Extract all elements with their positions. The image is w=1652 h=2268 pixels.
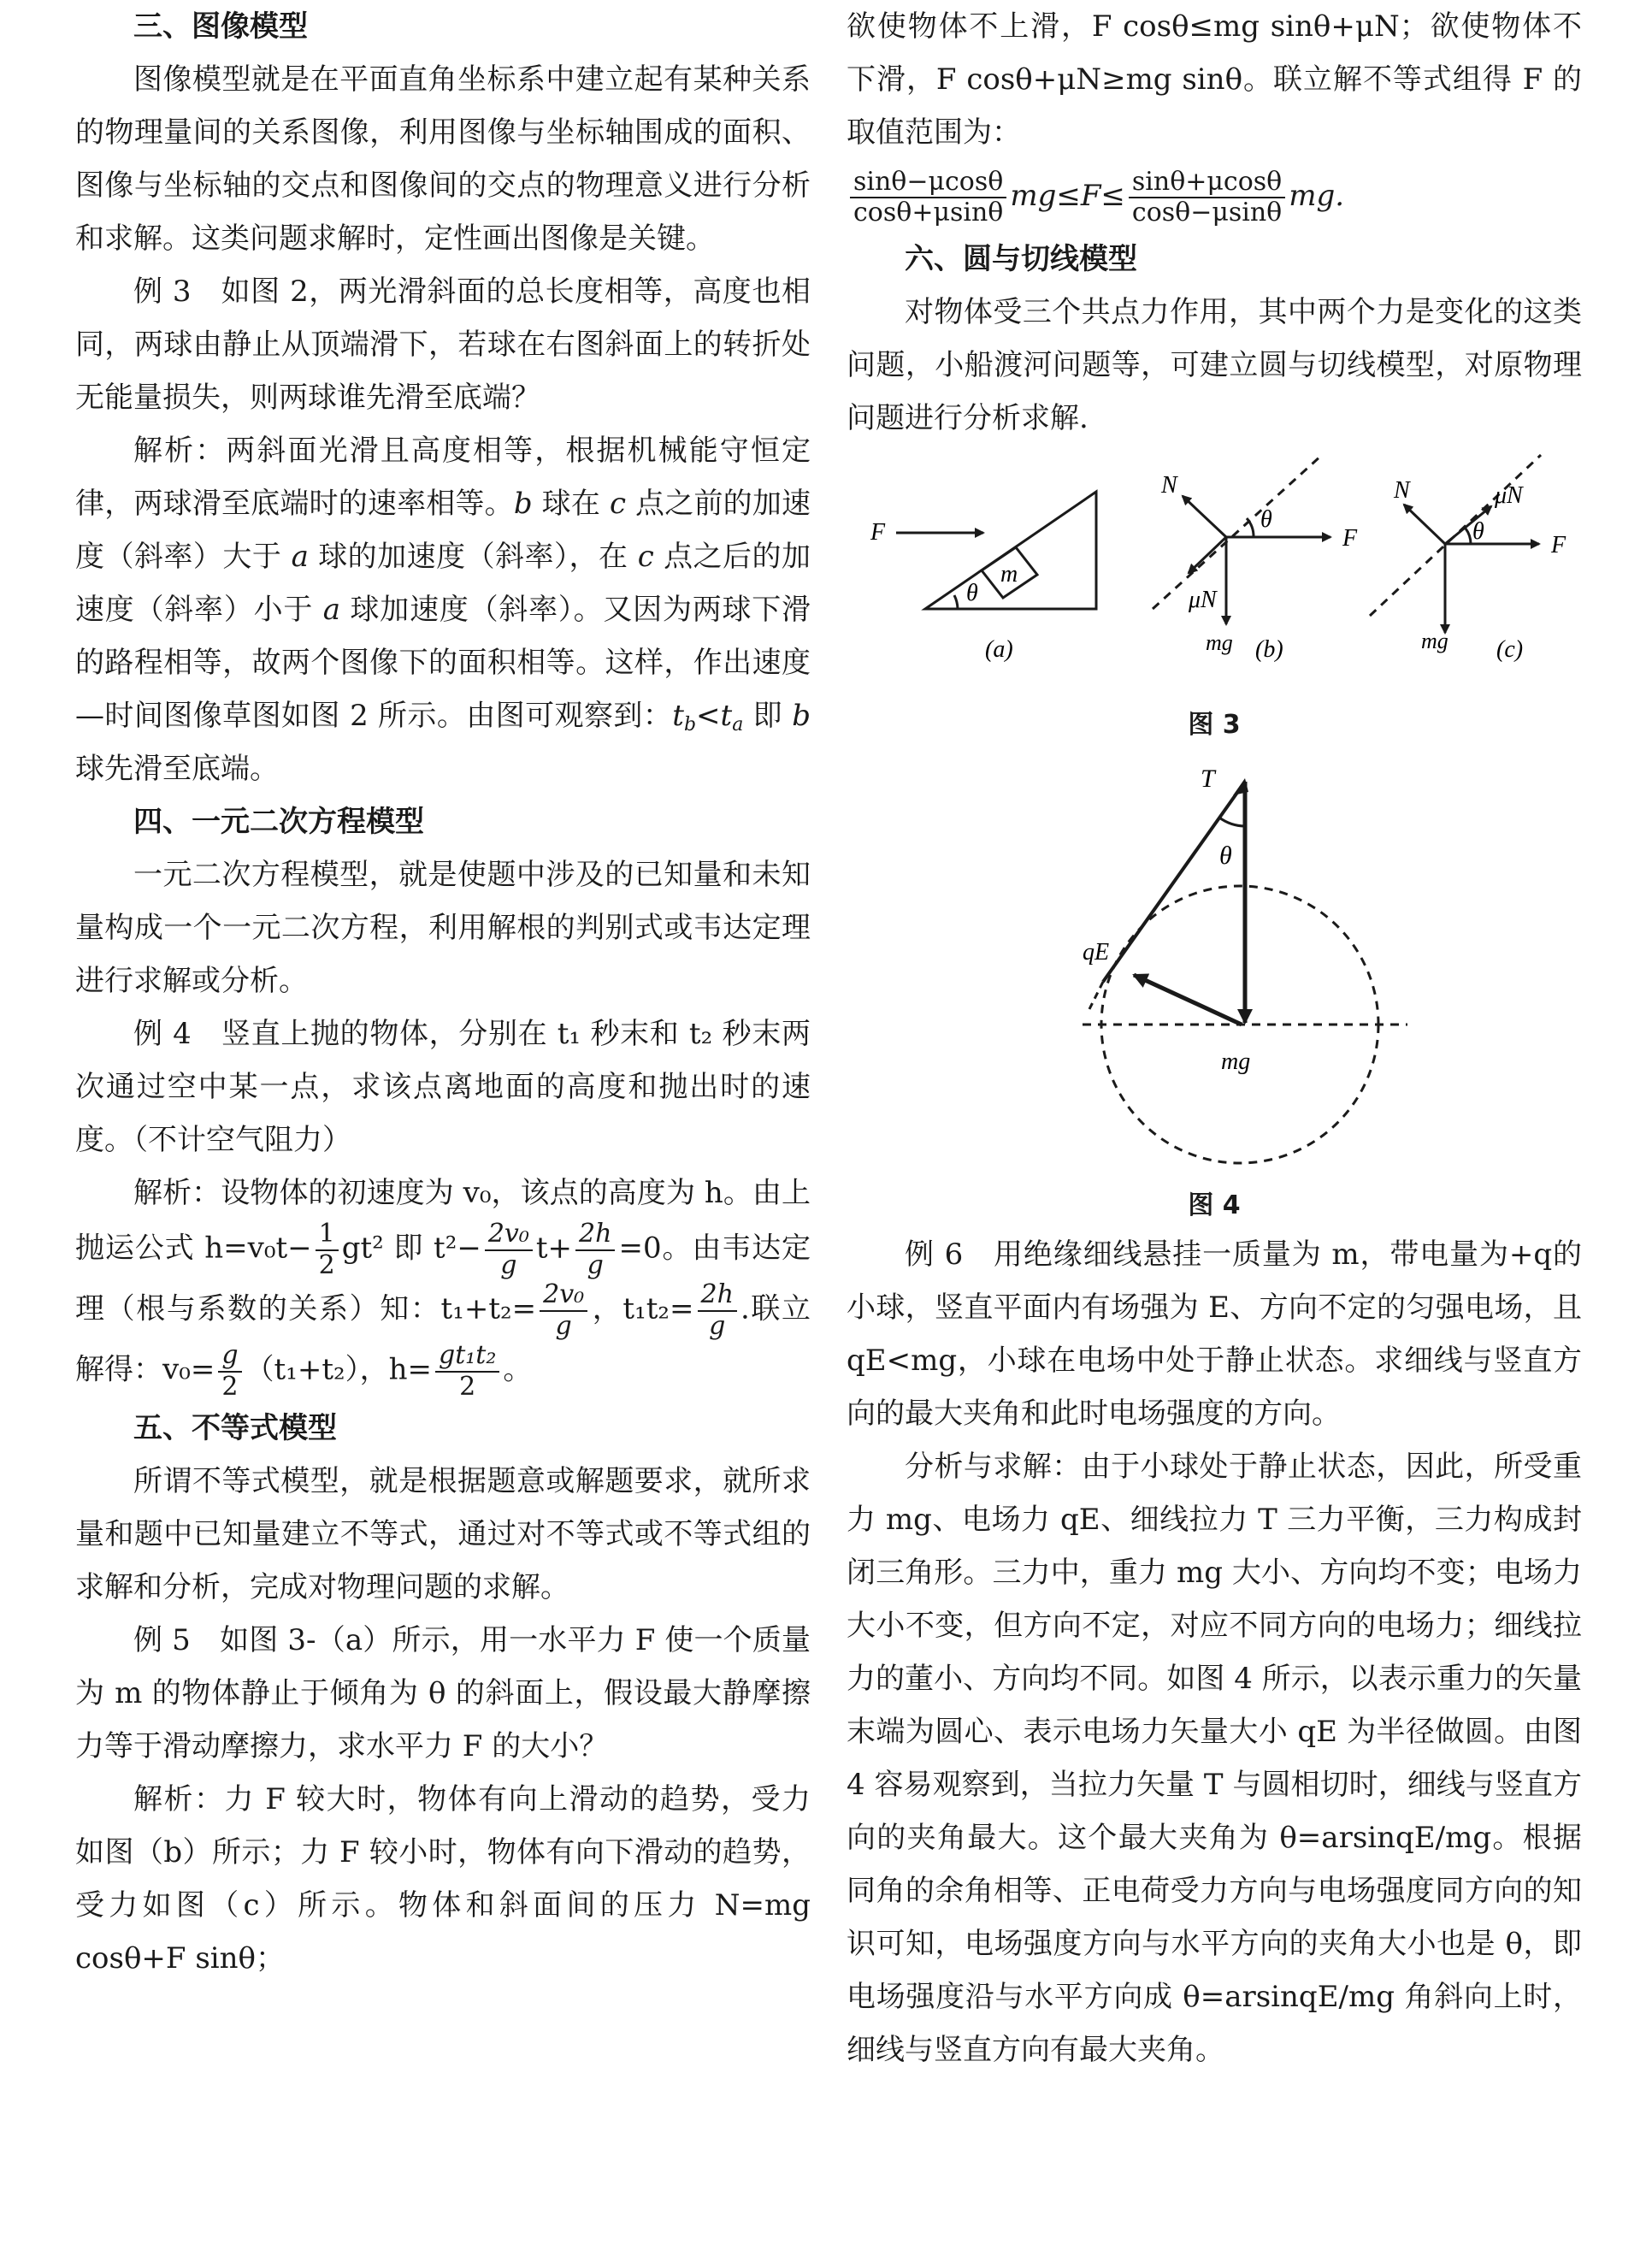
section-4-paragraph: 一元二次方程模型，就是使题中涉及的已知量和未知量构成一个一元二次方程，利用解根的判别式或韦达定理进行求解或分析。 <box>75 858 811 998</box>
tangent-extension <box>1089 982 1103 1009</box>
right-column <box>847 0 1582 2076</box>
example-6-solution: 分析与求解：由于小球处于静止状态，因此，所受重力 mg、电场力 qE、细线拉力 T 三力平衡，三力构成封闭三角形。三力中，重力 mg 大小、方向均不变；电场力大小不变，但方向不定，对应不同方向的电场力；细线拉力的董小、方向均不同。如图 4 所示，以表示重力的矢量末端为圆心、表示电场力矢量大小 qE 为半径做圆。由图 4 容易观察到，当拉力矢量 T 与圆相切时，细线与竖直方向的夹角最大。这个最大夹角为 θ=arsinqE/mg。根据同角的余角相等、正电荷受力方向与电场强度同方向的知识可知，电场强度方向与水平方向的夹角大小也是 θ，即电场强度沿与水平方向成 θ=arsinqE/mg 角斜向上时，细线与竖直方向有最大夹角。 <box>847 1450 1582 2067</box>
example-6-problem: 例 6 用绝缘细线悬挂一质量为 m，带电量为+q的小球，竖直平面内有场强为 E、方向不定的匀强电场，且 qE<mg，小球在电场中处于静止状态。求细线与竖直方向的最大夹角和此时电场强度的方向。 <box>847 1237 1582 1431</box>
left-column <box>75 0 811 1985</box>
label-theta: θ <box>966 580 978 606</box>
figure-4-caption: 图 4 <box>1188 1190 1241 1220</box>
figure-4 <box>847 761 1582 1228</box>
section-5-paragraph: 所谓不等式模型，就是根据题意或解题要求，就所求量和题中已知量建立不等式，通过对不等式或不等式组的求解和分析，完成对物理问题的求解。 <box>75 1464 811 1604</box>
angle-arc <box>1466 529 1471 544</box>
label-T: T <box>1201 765 1215 793</box>
fraction: $\frac{\text{gt₁t₂}}{2}$ <box>435 1341 499 1402</box>
figure-3b <box>1153 455 1330 624</box>
figure-3a <box>896 492 1096 609</box>
label-muN: μN <box>1495 482 1523 509</box>
field-force-qE-arrow <box>1134 975 1242 1025</box>
example-3-problem: 例 3 如图 2，两光滑斜面的总长度相等，高度也相同，两球由静止从顶端滑下，若球在右图斜面上的转折处无能量损失，则两球谁先滑至底端？ <box>75 275 811 415</box>
example-4-problem: 例 4 竖直上抛的物体，分别在 t₁ 秒末和 t₂ 秒末两次通过空中某一点，求该点离地面的高度和抛出时的速度。（不计空气阻力） <box>75 1017 811 1157</box>
label-theta: θ <box>1260 506 1272 533</box>
section-4-heading: 四、一元二次方程模型 <box>133 805 424 839</box>
label-F: F <box>1342 525 1358 552</box>
label-theta: θ <box>1219 842 1232 870</box>
label-F: F <box>1551 532 1566 558</box>
example-3-solution: 解析：两斜面光滑且高度相等，根据机械能守恒定律，两球滑至底端时的速率相等。b 球在 c 点之前的加速度（斜率）大于 a 球的加速度（斜率），在 c 点之后的加速度（斜率）小于 a 球加速度（斜率）。又因为两球下滑的路程相等，故两个图像下的面积相等。这样，作出速度—时间图像草图如图 2 所示。由图可观察到：$t_b<t_a$ 即 b 球先滑至底端。 <box>75 434 811 786</box>
fraction: $\frac{1}{2}$ <box>316 1220 339 1280</box>
label-m: m <box>1000 561 1018 588</box>
example-5-solution-continued: 欲使物体不上滑，F cosθ≤mg sinθ+μN；欲使物体不下滑，F cosθ+μN≥mg sinθ。联立解不等式组得 F 的取值范围为： <box>847 9 1582 150</box>
fraction: $\frac{\text{2v₀}}{g}$ <box>540 1280 587 1341</box>
label-muN: μN <box>1189 587 1217 613</box>
angle-arc <box>1247 518 1254 537</box>
label-mg: mg <box>1221 1048 1251 1075</box>
tension-T-line <box>1103 782 1245 982</box>
label-F: F <box>870 519 886 546</box>
friction-muN-arrow <box>1189 537 1226 573</box>
figure-3-caption: 图 3 <box>1188 710 1241 740</box>
example-5-solution: 解析：力 F 较大时，物体有向上滑动的趋势，受力如图（b）所示；力 F 较小时，物体有向下滑动的趋势，受力如图（c）所示。物体和斜面间的压力 N=mg cosθ+F sinθ； <box>75 1782 811 1976</box>
figure-3-diagram <box>847 453 1582 710</box>
fraction: $\frac{\text{2v₀}}{g}$ <box>485 1220 533 1280</box>
normal-N-arrow <box>1404 505 1445 544</box>
label-theta: θ <box>1472 518 1484 545</box>
section-3-paragraph: 图像模型就是在平面直角坐标系中建立起有某种关系的物理量间的关系图像，利用图像与坐标轴围成的面积、图像与坐标轴的交点和图像间的交点的物理意义进行分析和求解。这类问题求解时，定性画出图像是关键。 <box>75 62 811 256</box>
label-mg: mg <box>1206 630 1233 655</box>
fraction: $\frac{2h}{g}$ <box>575 1220 615 1280</box>
fraction: $\frac{2h}{g}$ <box>698 1280 737 1341</box>
figure-4-diagram <box>847 761 1582 1180</box>
inequality-result: $\frac{\sin\theta-\mu\cos\theta}{\cos\theta+\mu\sin\theta}$ mg≤F≤ $\frac{\sin\theta+\mu\cos\theta}{\cos\theta-\mu\sin\theta}$ mg. <box>847 159 1582 233</box>
label-qE: qE <box>1083 939 1110 966</box>
example-4-solution: 解析：设物体的初速度为 v₀，该点的高度为 h。由上抛运公式 h=v₀t− $\frac{1}{2}$ gt² 即 t²− $\frac{\text{2v₀}}{g}$ t+ $\frac{2h}{g}$ =0。由韦达定理（根与系数的关系）知：t₁+t₂= $\frac{\text{2v₀}}{g}$ ，t₁t₂= $\frac{2h}{g}$ .联立解得：v₀= $\frac{g}{2}$ （t₁+t₂），h= $\frac{\text{gt₁t₂}}{2}$ 。 <box>75 1176 811 1402</box>
label-c: (c) <box>1496 636 1524 663</box>
fraction: $\frac{\sin\theta+\mu\cos\theta}{\cos\theta-\mu\sin\theta}$ <box>1129 168 1285 228</box>
fraction: $\frac{\sin\theta-\mu\cos\theta}{\cos\theta+\mu\sin\theta}$ <box>850 168 1006 228</box>
section-5-heading: 五、不等式模型 <box>133 1411 337 1445</box>
figure-3 <box>847 453 1582 761</box>
label-a: (a) <box>985 636 1013 663</box>
label-b: (b) <box>1255 636 1283 663</box>
friction-muN-arrow <box>1445 506 1491 544</box>
label-N: N <box>1161 472 1177 499</box>
incline-dashed-line <box>1153 455 1322 609</box>
normal-N-arrow <box>1183 496 1226 537</box>
angle-arc <box>1219 818 1245 826</box>
fraction: $\frac{g}{2}$ <box>218 1341 241 1402</box>
section-6-heading: 六、圆与切线模型 <box>905 242 1137 276</box>
section-6-paragraph: 对物体受三个共点力作用，其中两个力是变化的这类问题，小船渡河问题等，可建立圆与切线模型，对原物理问题进行分析求解. <box>847 295 1582 435</box>
example-5-problem: 例 5 如图 3-（a）所示，用一水平力 F 使一个质量为 m 的物体静止于倾角为 θ 的斜面上，假设最大静摩擦力等于滑动摩擦力，求水平力 F 的大小？ <box>75 1623 811 1763</box>
label-N: N <box>1394 477 1410 504</box>
label-mg: mg <box>1421 629 1448 653</box>
section-3-heading: 三、图像模型 <box>133 9 308 44</box>
angle-arc <box>954 595 958 609</box>
